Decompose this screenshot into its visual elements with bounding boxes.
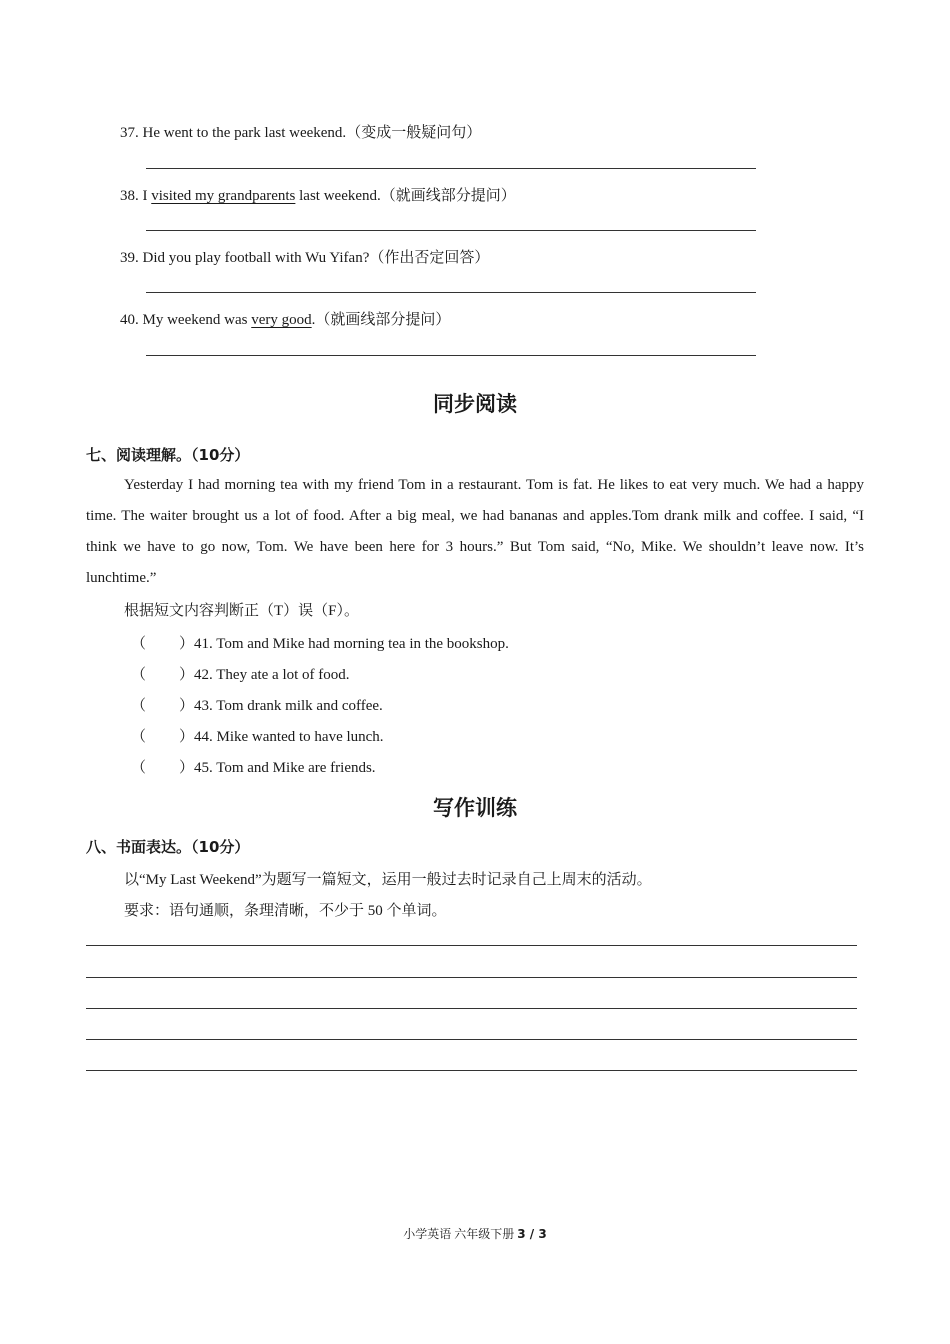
reading-section-title: 七、阅读理解。（10分） — [86, 446, 250, 464]
answer-blank-close: ） — [179, 636, 195, 652]
tf-item-42[interactable] — [131, 663, 350, 684]
writing-section-title: 八、书面表达。（10分） — [86, 838, 250, 856]
writing-line-1[interactable] — [86, 945, 857, 946]
page-footer — [0, 1225, 950, 1242]
question-text: My weekend was — [142, 312, 252, 328]
tf-statement: 42. They ate a lot of food. — [194, 667, 350, 683]
writing-line-4[interactable] — [86, 1039, 857, 1040]
question-text: . — [311, 312, 316, 328]
question-hint: （变成一般疑问句） — [346, 125, 482, 141]
question-text: I — [142, 188, 152, 204]
tf-item-45[interactable] — [131, 756, 376, 777]
tf-statement: 43. Tom drank milk and coffee. — [194, 698, 383, 714]
writing-line-2[interactable] — [86, 977, 857, 978]
tf-statement: 41. Tom and Mike had morning tea in the bookshop. — [194, 636, 509, 652]
answer-line-38[interactable] — [146, 230, 756, 231]
underlined-phrase: very good — [251, 312, 312, 328]
tf-statement: 45. Tom and Mike are friends. — [194, 760, 376, 776]
answer-blank-open: （ — [131, 698, 147, 714]
underlined-phrase: visited my grandparents — [151, 188, 296, 204]
question-hint: （就画线部分提问） — [315, 312, 451, 328]
question-hint: （就画线部分提问） — [380, 188, 516, 204]
reading-passage — [86, 470, 864, 594]
answer-blank-close: ） — [179, 760, 195, 776]
question-text: He went to the park last weekend. — [142, 125, 347, 141]
reading-instruction: 根据短文内容判断正（T）误（F）。 — [124, 603, 360, 619]
answer-blank-open: （ — [131, 729, 147, 745]
page-number: 3 / 3 — [517, 1227, 547, 1241]
answer-blank-close: ） — [179, 698, 195, 714]
question-38 — [120, 184, 516, 205]
answer-blank-close: ） — [179, 667, 195, 683]
reading-heading: 同步阅读 — [433, 392, 517, 416]
answer-blank-open: （ — [131, 667, 147, 683]
writing-heading: 写作训练 — [433, 796, 517, 820]
tf-item-44[interactable] — [131, 725, 384, 746]
writing-requirement: 要求：语句通顺，条理清晰，不少于 50 个单词。 — [124, 903, 447, 919]
answer-blank-open: （ — [131, 636, 147, 652]
footer-text: 小学英语 六年级下册 — [403, 1227, 518, 1241]
writing-prompt: 以“My Last Weekend”为题写一篇短文，运用一般过去时记录自己上周末的活动。 — [124, 872, 652, 888]
question-40 — [120, 308, 450, 329]
question-39 — [120, 246, 489, 267]
tf-statement: 44. Mike wanted to have lunch. — [194, 729, 384, 745]
tf-item-41[interactable] — [131, 632, 509, 653]
question-37 — [120, 121, 481, 142]
writing-line-5[interactable] — [86, 1070, 857, 1071]
question-number: 37. — [120, 125, 139, 141]
writing-line-3[interactable] — [86, 1008, 857, 1009]
answer-line-37[interactable] — [146, 168, 756, 169]
tf-item-43[interactable] — [131, 694, 383, 715]
question-number: 39. — [120, 250, 139, 266]
question-hint: （作出否定回答） — [369, 250, 490, 266]
answer-blank-close: ） — [179, 729, 195, 745]
question-text: Did you play football with Wu Yifan? — [142, 250, 370, 266]
passage-text: Yesterday I had morning tea with my friend Tom in a restaurant. Tom is fat. He likes to eat very much. We had a happy time. The waiter brought us a lot of food. After a big meal, we had bananas and apples.Tom drank milk and coffee. I said, “I think we have to go now, Tom. We have been here for 3 hours.” But Tom said, “No, Mike. We shouldn’t leave now. It’s lunchtime.” — [86, 477, 864, 586]
question-text: last weekend. — [295, 188, 381, 204]
answer-blank-open: （ — [131, 760, 147, 776]
question-number: 40. — [120, 312, 139, 328]
answer-line-40[interactable] — [146, 355, 756, 356]
question-number: 38. — [120, 188, 139, 204]
answer-line-39[interactable] — [146, 292, 756, 293]
